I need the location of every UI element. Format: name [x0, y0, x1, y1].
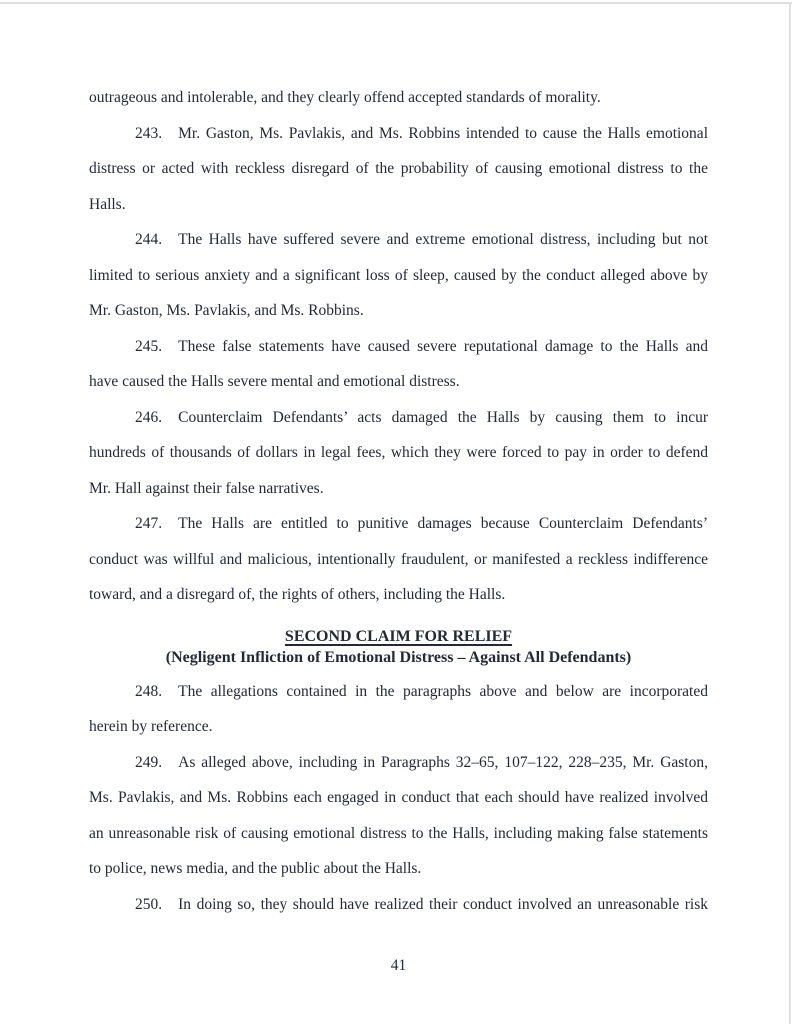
page-right-border — [789, 2, 791, 1024]
body-line: limited to serious anxiety and a significant loss of sleep, caused by the conduct alleged above by — [89, 266, 708, 284]
paragraph-first-line — [89, 400, 708, 436]
section-heading — [89, 626, 708, 668]
paragraph-number: 246. — [135, 408, 163, 426]
tab-space — [162, 421, 178, 422]
paragraph-number: 245. — [135, 337, 163, 355]
body-line: have caused the Halls severe mental and emotional distress. — [89, 373, 460, 390]
first-line-indent — [89, 137, 135, 138]
line-text: The Halls have suffered severe and extreme emotional distress, including but not — [178, 231, 708, 248]
body-line: hundreds of thousands of dollars in legal fees, which they were forced to pay in order to defend — [89, 444, 708, 461]
body-line: an unreasonable risk of causing emotional distress to the Halls, including making false statements — [89, 824, 708, 842]
line-text: These false statements have caused severe reputational damage to the Halls and — [178, 337, 708, 355]
first-line-indent — [89, 766, 135, 767]
first-line-indent — [89, 350, 135, 351]
first-line-indent — [89, 527, 135, 528]
first-line-indent — [89, 695, 135, 696]
body-line: to police, news media, and the public about the Halls. — [89, 860, 422, 877]
paragraph-first-line — [89, 506, 708, 542]
paragraph-number: 244. — [135, 231, 163, 248]
paragraph-number: 243. — [135, 124, 163, 142]
body-line: toward, and a disregard of, the rights of others, including the Halls. — [89, 586, 506, 603]
paragraph-number: 248. — [135, 682, 163, 700]
tab-space — [162, 527, 178, 528]
body-line: Mr. Gaston, Ms. Pavlakis, and Ms. Robbins. — [89, 302, 364, 319]
tab-space — [162, 243, 178, 244]
tab-space — [162, 695, 178, 696]
page-number: 41 — [390, 957, 407, 974]
first-line-indent — [89, 243, 135, 244]
tab-space — [162, 137, 178, 138]
line-text: The allegations contained in the paragraphs above and below are incorporated — [178, 682, 708, 700]
body-line: conduct was willful and malicious, intentionally fraudulent, or manifested a reckless indifference — [89, 550, 708, 568]
line-text: The Halls are entitled to punitive damages because Counterclaim Defendants’ — [178, 515, 708, 532]
page-content — [89, 80, 708, 976]
line-text: In doing so, they should have realized their conduct involved an unreasonable risk — [178, 895, 708, 913]
line-text: As alleged above, including in Paragraphs 32–65, 107–122, 228–235, Mr. Gaston, — [178, 753, 708, 771]
paragraph-number: 247. — [135, 515, 163, 532]
page-top-border — [0, 2, 792, 4]
paragraph-first-line — [89, 116, 708, 152]
body-line: herein by reference. — [89, 718, 213, 735]
tab-space — [162, 908, 178, 909]
body-line: Mr. Hall against their false narratives. — [89, 479, 324, 497]
body-line: Halls. — [89, 195, 126, 213]
line-text: Mr. Gaston, Ms. Pavlakis, and Ms. Robbins intended to cause the Halls emotional — [178, 124, 708, 142]
section-heading-subtitle: (Negligent Infliction of Emotional Distress – Against All Defendants) — [165, 648, 632, 666]
first-line-indent — [89, 908, 135, 909]
first-line-indent — [89, 421, 135, 422]
paragraph-first-line — [89, 887, 708, 923]
paragraph-number: 249. — [135, 753, 163, 771]
section-heading-title: SECOND CLAIM FOR RELIEF — [284, 627, 513, 645]
tab-space — [162, 350, 178, 351]
body-line: distress or acted with reckless disregard of the probability of causing emotional distress to the — [89, 160, 708, 177]
paragraph-first-line — [89, 222, 708, 258]
tab-space — [162, 766, 178, 767]
paragraph-first-line — [89, 674, 708, 710]
paragraph-number: 250. — [135, 895, 163, 913]
body-line: Ms. Pavlakis, and Ms. Robbins each engaged in conduct that each should have realized involved — [89, 789, 708, 806]
paragraph-first-line — [89, 329, 708, 365]
paragraph-first-line — [89, 745, 708, 781]
body-line: outrageous and intolerable, and they clearly offend accepted standards of morality. — [89, 89, 601, 106]
line-text: Counterclaim Defendants’ acts damaged the Halls by causing them to incur — [178, 408, 708, 426]
